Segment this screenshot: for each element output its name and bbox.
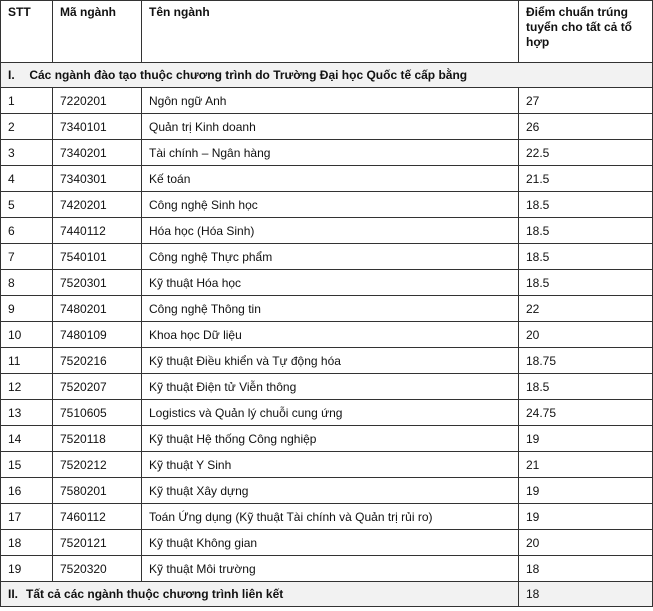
stt-cell: 3: [1, 140, 53, 166]
name-cell: Kỹ thuật Hóa học: [142, 270, 519, 296]
table-row: [1, 270, 653, 296]
score-cell: 18.5: [519, 244, 653, 270]
name-cell: Công nghệ Thông tin: [142, 296, 519, 322]
section-number: I.: [8, 68, 15, 82]
table-row: [1, 296, 653, 322]
stt-cell: 6: [1, 218, 53, 244]
table-row: [1, 504, 653, 530]
score-cell: 18.5: [519, 218, 653, 244]
code-cell: 7520118: [53, 426, 142, 452]
section-cell: [1, 582, 519, 607]
score-cell: 18.5: [519, 192, 653, 218]
name-cell: Toán Ứng dụng (Kỹ thuật Tài chính và Quản trị rủi ro): [142, 504, 519, 530]
code-cell: 7340101: [53, 114, 142, 140]
name-cell: Công nghệ Sinh học: [142, 192, 519, 218]
score-cell: 18.75: [519, 348, 653, 374]
table-row: [1, 140, 653, 166]
score-cell: 20: [519, 322, 653, 348]
stt-cell: 14: [1, 426, 53, 452]
score-cell: 18.5: [519, 270, 653, 296]
stt-cell: 5: [1, 192, 53, 218]
table-row: [1, 218, 653, 244]
stt-cell: 2: [1, 114, 53, 140]
header-name: Tên ngành: [142, 1, 519, 63]
section-row-2: [1, 582, 653, 607]
code-cell: 7520216: [53, 348, 142, 374]
section-score-cell: 18: [519, 582, 653, 607]
name-cell: Kỹ thuật Y Sinh: [142, 452, 519, 478]
code-cell: 7480201: [53, 296, 142, 322]
table-row: [1, 192, 653, 218]
table-body: [1, 63, 653, 607]
name-cell: Kỹ thuật Xây dựng: [142, 478, 519, 504]
section-number: II.: [8, 587, 19, 601]
table-row: [1, 426, 653, 452]
score-cell: 22.5: [519, 140, 653, 166]
table-row: [1, 478, 653, 504]
code-cell: 7340201: [53, 140, 142, 166]
header-score: Điểm chuẩn trúng tuyển cho tất cả tổ hợp: [519, 1, 653, 63]
code-cell: 7540101: [53, 244, 142, 270]
code-cell: 7480109: [53, 322, 142, 348]
code-cell: 7580201: [53, 478, 142, 504]
score-cell: 20: [519, 530, 653, 556]
table-row: [1, 114, 653, 140]
header-stt: STT: [1, 1, 53, 63]
table-row: [1, 322, 653, 348]
score-cell: 22: [519, 296, 653, 322]
table-row: [1, 530, 653, 556]
score-cell: 19: [519, 426, 653, 452]
code-cell: 7520320: [53, 556, 142, 582]
section-title: Tất cả các ngành thuộc chương trình liên kết: [26, 587, 284, 601]
code-cell: 7520121: [53, 530, 142, 556]
name-cell: Quản trị Kinh doanh: [142, 114, 519, 140]
stt-cell: 18: [1, 530, 53, 556]
code-cell: 7220201: [53, 88, 142, 114]
score-cell: 27: [519, 88, 653, 114]
stt-cell: 16: [1, 478, 53, 504]
name-cell: Ngôn ngữ Anh: [142, 88, 519, 114]
name-cell: Kỹ thuật Không gian: [142, 530, 519, 556]
score-cell: 26: [519, 114, 653, 140]
table-row: [1, 166, 653, 192]
name-cell: Kế toán: [142, 166, 519, 192]
stt-cell: 7: [1, 244, 53, 270]
score-cell: 21: [519, 452, 653, 478]
table-row: [1, 452, 653, 478]
section-title: Các ngành đào tạo thuộc chương trình do Trường Đại học Quốc tế cấp bằng: [29, 68, 468, 82]
stt-cell: 17: [1, 504, 53, 530]
header-code: Mã ngành: [53, 1, 142, 63]
stt-cell: 4: [1, 166, 53, 192]
score-cell: 24.75: [519, 400, 653, 426]
stt-cell: 12: [1, 374, 53, 400]
stt-cell: 10: [1, 322, 53, 348]
name-cell: Công nghệ Thực phẩm: [142, 244, 519, 270]
score-cell: 21.5: [519, 166, 653, 192]
name-cell: Kỹ thuật Điều khiển và Tự động hóa: [142, 348, 519, 374]
header-row: [1, 1, 653, 63]
code-cell: 7510605: [53, 400, 142, 426]
name-cell: Kỹ thuật Điện tử Viễn thông: [142, 374, 519, 400]
name-cell: Kỹ thuật Môi trường: [142, 556, 519, 582]
stt-cell: 11: [1, 348, 53, 374]
stt-cell: 13: [1, 400, 53, 426]
code-cell: 7420201: [53, 192, 142, 218]
score-cell: 18.5: [519, 374, 653, 400]
code-cell: 7460112: [53, 504, 142, 530]
code-cell: 7340301: [53, 166, 142, 192]
section-cell: [1, 63, 653, 88]
stt-cell: 9: [1, 296, 53, 322]
name-cell: Hóa học (Hóa Sinh): [142, 218, 519, 244]
name-cell: Kỹ thuật Hệ thống Công nghiệp: [142, 426, 519, 452]
stt-cell: 15: [1, 452, 53, 478]
table-row: [1, 556, 653, 582]
name-cell: Logistics và Quản lý chuỗi cung ứng: [142, 400, 519, 426]
code-cell: 7440112: [53, 218, 142, 244]
table-row: [1, 244, 653, 270]
table-row: [1, 374, 653, 400]
code-cell: 7520212: [53, 452, 142, 478]
stt-cell: 19: [1, 556, 53, 582]
name-cell: Khoa học Dữ liệu: [142, 322, 519, 348]
table-row: [1, 348, 653, 374]
name-cell: Tài chính – Ngân hàng: [142, 140, 519, 166]
score-cell: 18: [519, 556, 653, 582]
table-row: [1, 400, 653, 426]
score-cell: 19: [519, 504, 653, 530]
code-cell: 7520207: [53, 374, 142, 400]
code-cell: 7520301: [53, 270, 142, 296]
stt-cell: 8: [1, 270, 53, 296]
stt-cell: 1: [1, 88, 53, 114]
score-cell: 19: [519, 478, 653, 504]
table-row: [1, 88, 653, 114]
section-row-1: [1, 63, 653, 88]
